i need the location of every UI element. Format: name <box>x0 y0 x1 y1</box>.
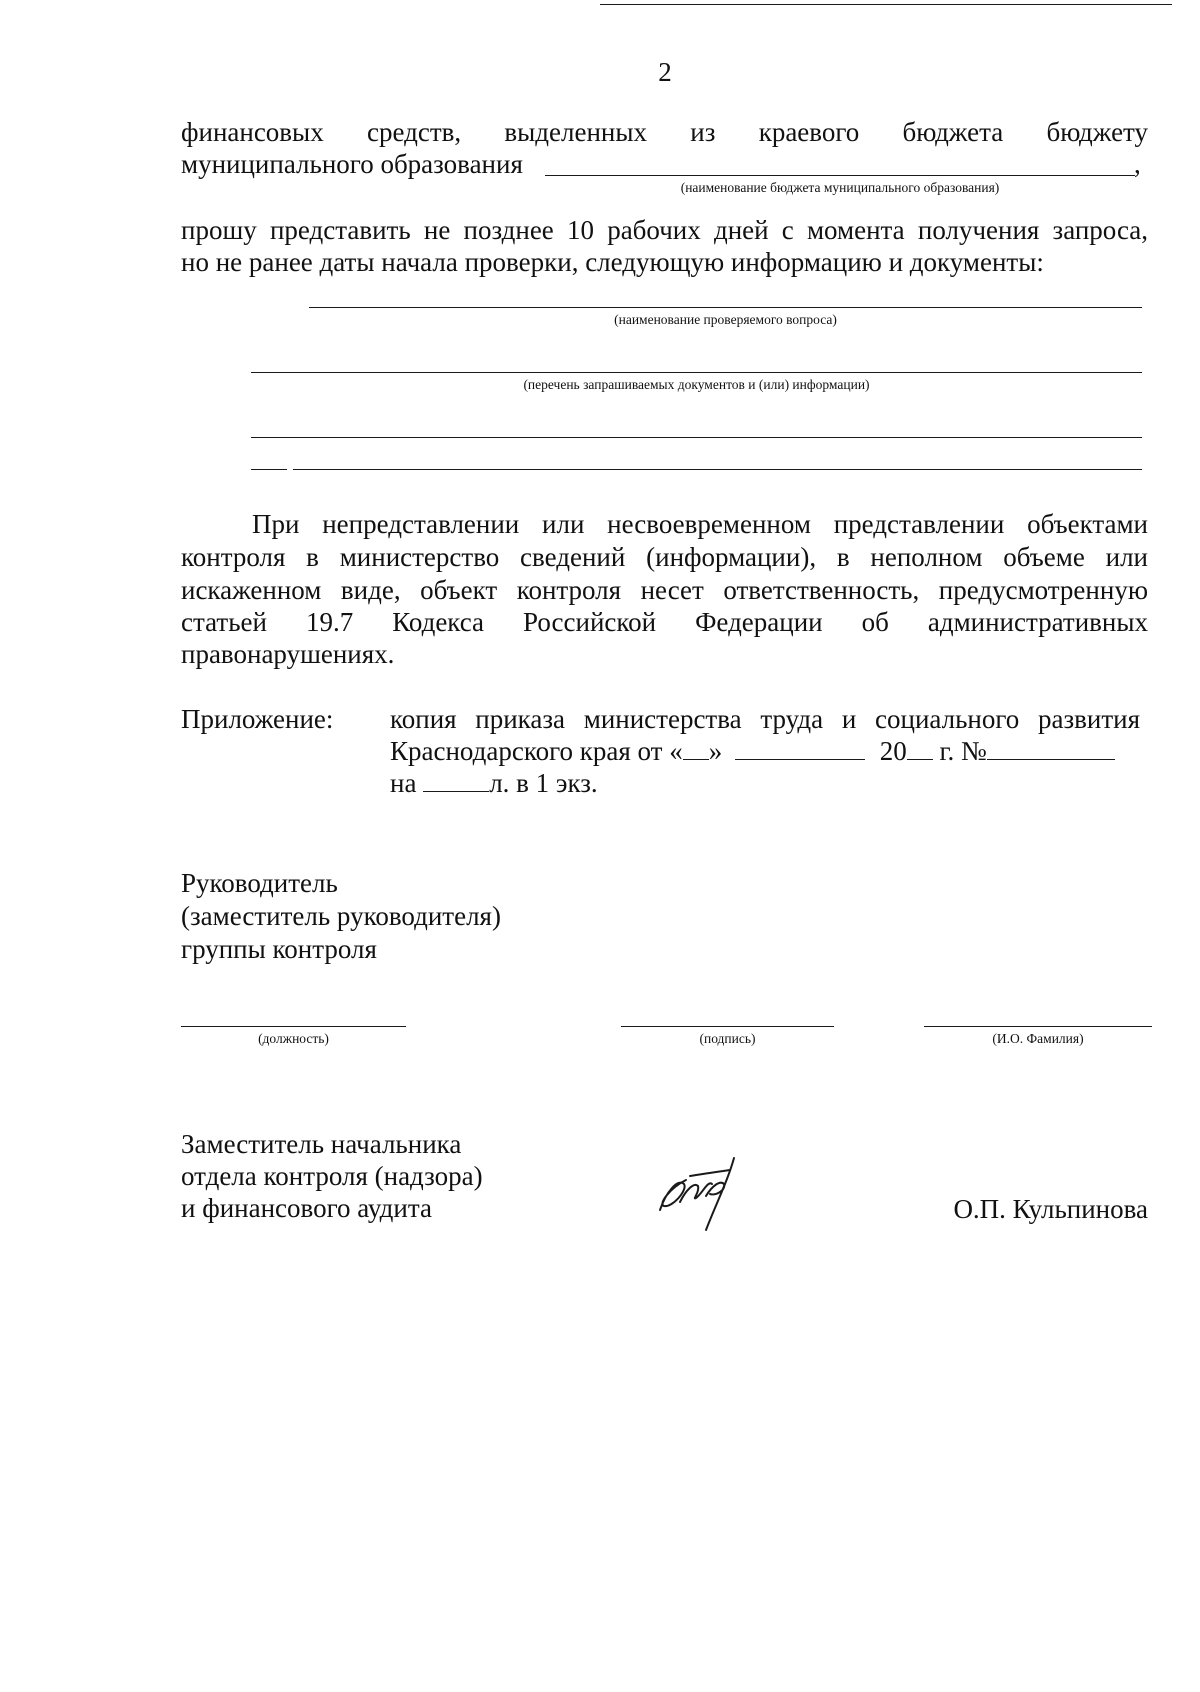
attachment-date-quote: » <box>708 736 723 766</box>
day-blank <box>683 735 709 760</box>
position-blank-line <box>181 1026 406 1027</box>
attachment-line-1: копия приказа министерства труда и социального развития <box>390 704 1140 734</box>
caption-question: (наименование проверяемого вопроса) <box>614 312 837 327</box>
warning-line-5: правонарушениях. <box>181 639 395 669</box>
signer-line-2: отдела контроля (надзора) <box>181 1161 483 1191</box>
documents-blank-line <box>251 372 1142 373</box>
municipal-budget-blank <box>545 175 1135 176</box>
caption-documents: (перечень запрашиваемых документов и (или) информации) <box>523 377 870 392</box>
signature-blank-line <box>621 1026 834 1027</box>
caption-signature: (подпись) <box>699 1031 756 1046</box>
caption-municipal-budget: (наименование бюджета муниципального образования) <box>680 180 1000 195</box>
request-line-2: но не ранее даты начала проверки, следующую информацию и документы: <box>181 247 1044 277</box>
number-blank <box>987 735 1115 760</box>
warning-line-4: статьей 19.7 Кодекса Российской Федерации об административных <box>181 607 1148 637</box>
top-border-line <box>600 4 1172 5</box>
attachment-pages-suffix: л. в 1 экз. <box>489 768 598 798</box>
attachment-line-3 <box>390 767 598 799</box>
attachment-year-prefix: 20 <box>879 736 907 766</box>
pages-blank <box>423 767 489 792</box>
attachment-label: Приложение: <box>181 704 334 734</box>
warning-line-1: При непредставлении или несвоевременном представлении объектами <box>252 509 1148 539</box>
year-blank <box>907 735 933 760</box>
signer-line-1: Заместитель начальника <box>181 1129 462 1159</box>
handwritten-signature <box>650 1150 750 1234</box>
attachment-line-2 <box>390 735 1115 767</box>
warning-line-2: контроля в министерство сведений (информации), в неполном объеме или <box>181 542 1148 572</box>
intro-line-2: муниципального образования <box>181 149 523 179</box>
head-line-2: (заместитель руководителя) <box>181 901 501 931</box>
page-number: 2 <box>658 57 672 87</box>
documents-blank-line-2 <box>251 437 1142 438</box>
head-line-1: Руководитель <box>181 868 338 898</box>
attachment-number-label: г. № <box>939 736 987 766</box>
signer-name: О.П. Кульпинова <box>953 1194 1148 1224</box>
warning-line-3: искаженном виде, объект контроля несет ответственность, предусмотренную <box>181 575 1148 605</box>
month-blank <box>735 735 865 760</box>
request-line-1: прошу представить не позднее 10 рабочих дней с момента получения запроса, <box>181 215 1148 245</box>
attachment-date-prefix: Краснодарского края от « <box>390 736 683 766</box>
documents-blank-line-3b <box>293 469 1142 470</box>
head-line-3: группы контроля <box>181 934 377 964</box>
question-blank-line <box>309 307 1142 308</box>
intro-line-2-comma: , <box>1134 149 1141 179</box>
documents-blank-line-3a <box>251 469 287 470</box>
caption-name: (И.О. Фамилия) <box>992 1031 1084 1046</box>
attachment-pages-prefix: на <box>390 768 417 798</box>
signer-line-3: и финансового аудита <box>181 1193 432 1223</box>
intro-line-1: финансовых средств, выделенных из краевого бюджета бюджету <box>181 117 1148 147</box>
name-blank-line <box>924 1026 1152 1027</box>
caption-position: (должность) <box>258 1031 329 1046</box>
